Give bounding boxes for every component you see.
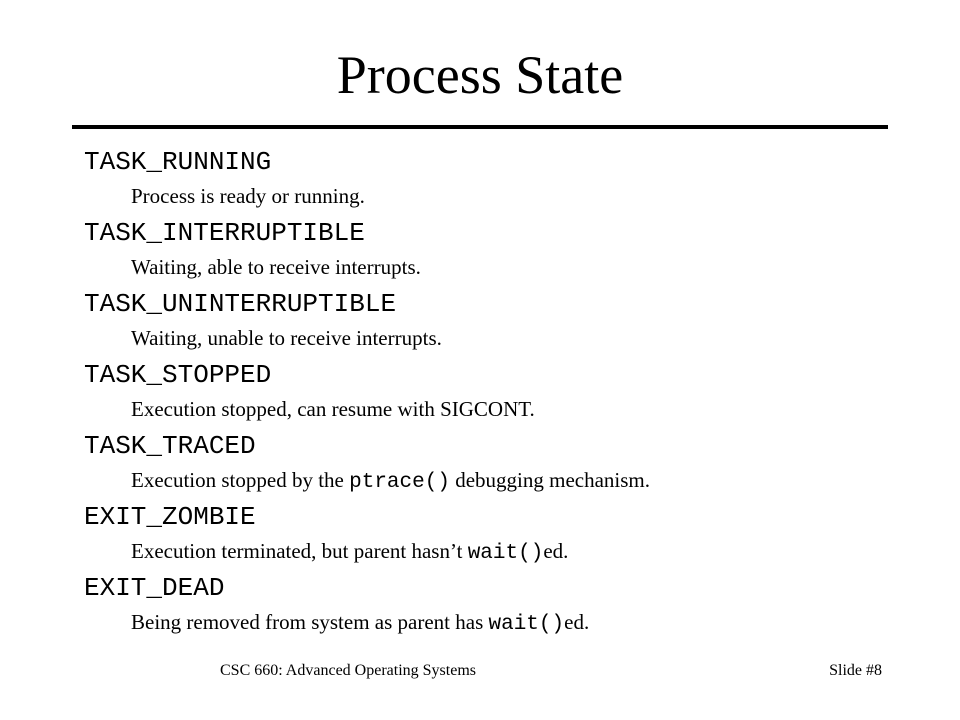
state-description: Execution stopped, can resume with SIGCONT.: [131, 397, 535, 421]
footer-course: CSC 660: Advanced Operating Systems: [220, 662, 476, 679]
state-description: Execution terminated, but parent hasn’t wait()ed.: [131, 539, 569, 565]
state-name: EXIT_DEAD: [84, 573, 225, 603]
state-item: [84, 143, 904, 214]
state-description: Waiting, able to receive interrupts.: [131, 255, 421, 279]
state-item: [84, 498, 904, 569]
state-description: Waiting, unable to receive interrupts.: [131, 326, 442, 350]
title-divider: [72, 125, 888, 129]
footer-slide-number: Slide #8: [829, 662, 882, 679]
state-item: [84, 356, 904, 427]
slide-title: Process State: [336, 45, 624, 105]
state-name: TASK_STOPPED: [84, 360, 272, 390]
process-state-list: [84, 143, 904, 640]
code-snippet: wait(): [488, 613, 565, 636]
state-name: TASK_UNINTERRUPTIBLE: [84, 289, 397, 319]
code-snippet: wait(): [467, 542, 544, 565]
state-item: [84, 569, 904, 640]
state-name: EXIT_ZOMBIE: [84, 502, 256, 532]
code-snippet: ptrace(): [349, 471, 450, 494]
state-item: [84, 214, 904, 285]
state-name: TASK_RUNNING: [84, 147, 272, 177]
state-item: [84, 285, 904, 356]
state-name: TASK_TRACED: [84, 431, 256, 461]
state-name: TASK_INTERRUPTIBLE: [84, 218, 365, 248]
state-description: Execution stopped by the ptrace() debugging mechanism.: [131, 468, 650, 494]
state-description: Process is ready or running.: [131, 184, 365, 208]
state-item: [84, 427, 904, 498]
state-description: Being removed from system as parent has wait()ed.: [131, 610, 590, 636]
